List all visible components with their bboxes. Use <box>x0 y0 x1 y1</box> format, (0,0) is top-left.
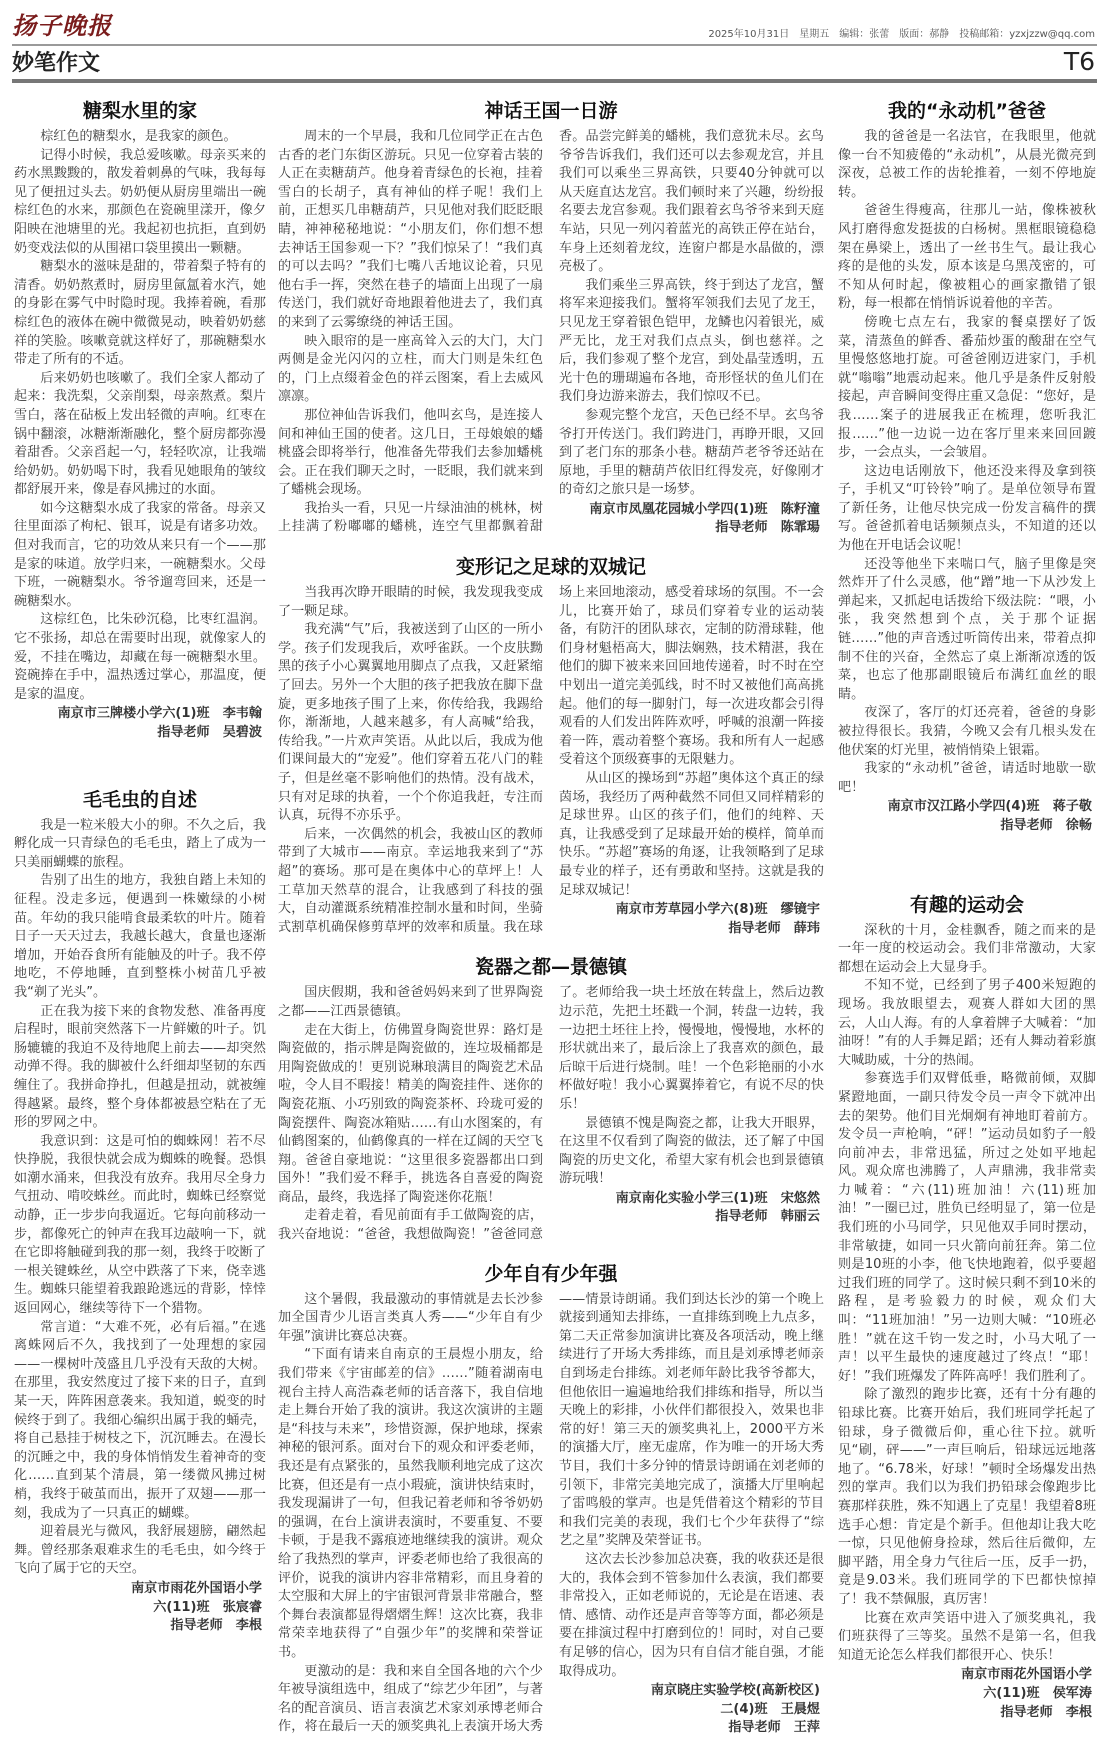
paragraph: 棕红色的糖梨水，是我家的颜色。 <box>40 129 237 144</box>
byline-line: 指导老师 韩丽云 <box>715 1209 820 1225</box>
center-column <box>278 98 824 1738</box>
article-title: 瓷器之都—景德镇 <box>474 956 627 979</box>
section-divider <box>12 79 1097 83</box>
paragraph: 走着走着，看见前面有手工做陶瓷的店，我兴奋地说：“爸爸，我想做陶瓷！”爸爸同意了。老师给我一块土坯放在转盘上，然后边教边示范，先把土坯戳一个洞，转盘一边转，我一边把土坯往上拎，慢慢地，慢慢地，水杯的形状就出来了，最后涂上了我喜欢的颜色，最后晾干后进行烧制。哇！一个色彩艳丽的小水杯做好啦！我小心翼翼捧着它，有说不尽的快乐！ <box>278 985 824 1243</box>
paragraph: 从山区的操场到“苏超”奥体这个真正的绿茵场，我经历了两种截然不同但又同样精彩的足球世界。山区的孩子们，他们的纯粹、天真，让我感受到了足球最开始的模样，简单而快乐。“苏超”赛场的角逐，让我领略到了足球最专业的样子，还有勇敢和坚持。这就是我的足球双城记！ <box>559 771 824 898</box>
page-columns <box>0 88 1113 1758</box>
byline-line: 指导老师 王萍 <box>728 1720 820 1736</box>
author-byline <box>559 1190 824 1227</box>
author-byline <box>559 1682 824 1738</box>
article-body <box>838 128 1096 836</box>
article-title: 变形记之足球的双城记 <box>455 556 646 579</box>
paragraph: 比赛在欢声笑语中进入了颁奖典礼，我们班获得了三等奖。虽然不是第一名，但我知道无论怎么样我们都很开心、快乐！ <box>838 1610 1096 1663</box>
article-title: 毛毛虫的自述 <box>82 788 197 811</box>
byline-line: 南京市雨花外国语小学 <box>961 1667 1092 1683</box>
paragraph: 后来奶奶也咳嗽了。我们全家人都动了起来：我洗梨，父亲削梨，母亲熬煮。梨片雪白，落在砧板上发出轻微的声响。红枣在锅中翻滚，冰糖渐渐融化，整个厨房都弥漫着甜香。父亲舀起一勺，轻轻吹凉，让我端给奶奶。奶奶喝下时，我看见她眼角的皱纹都舒展开来，像是春风拂过的水面。 <box>14 370 266 498</box>
paragraph: 糖梨水的滋味是甜的，带着梨子特有的清香。奶奶熬煮时，厨房里氤氲着水汽，她的身影在雾气中时隐时现。我捧着碗，看那棕红色的液体在碗中微微晃动，映着奶奶慈祥的笑脸。咳嗽竟就这样好了，那碗糖梨水带走了所有的不适。 <box>14 259 266 368</box>
paragraph: 正在我为接下来的食物发愁、准备再度启程时，眼前突然落下一片鲜嫩的叶子。饥肠辘辘的我迫不及待地爬上前去——却突然动弹不得。我的脚被什么纤细却坚韧的东西缠住了。我拼命挣扎，但越是扭动，就被缠得越紧。最终，整个身体都被悬空粘在了无形的罗网之中。 <box>14 1003 266 1131</box>
paragraph: 我家的“永动机”爸爸，请适时地歇一歇吧！ <box>838 761 1096 795</box>
paragraph: 我的爸爸是一名法官，在我眼里，他就像一台不知疲倦的“永动机”，从晨光微亮到深夜，总被工作的齿轮推着，一刻不停地旋转。 <box>838 129 1096 200</box>
article-yong-dong-ji-baba <box>838 98 1096 836</box>
paragraph: 景德镇不愧是陶瓷之都，让我大开眼界，在这里不仅看到了陶瓷的做法，还了解了中国陶瓷的历史文化，希望大家有机会也到景德镇游玩哦！ <box>559 1115 824 1187</box>
byline-line: 指导老师 薛玮 <box>728 920 820 936</box>
author-byline <box>559 501 824 538</box>
page-number: T6 <box>1063 47 1095 76</box>
article-body <box>14 128 266 743</box>
article-yun-dong-hui <box>838 892 1096 1723</box>
paragraph: 我抬头一看，只见一片绿油油的桃林，树上挂满了粉嘟嘟的蟠桃，连空气里都飘着甜香。品尝完鲜美的蟠桃，我们意犹未尽。玄鸟爷爷告诉我们，我们还可以去参观龙宫，并且我们可以乘坐三界高铁，只要40分钟就可以从天庭直达龙宫。我们顿时来了兴趣，纷纷报名要去龙宫参观。我们跟着玄鸟爷爷来到天庭车站，只见一列闪着蓝光的高铁正停在站台，车身上还刻着龙纹，连窗户都是水晶做的，漂亮极了。 <box>278 129 824 535</box>
article-zu-qiu-shuang-cheng-ji <box>278 554 824 938</box>
byline-line: 指导老师 吴碧波 <box>157 725 262 740</box>
byline-line: 指导老师 陈霏瑒 <box>715 520 820 536</box>
right-column <box>838 98 1096 1722</box>
paragraph: 映入眼帘的是一座高耸入云的大门，大门两侧是金光闪闪的立柱，而大门则是朱红色的，门上点缀着金色的祥云图案，看上去威风凛凛。 <box>278 333 543 405</box>
paragraph: 当我再次睁开眼睛的时候，我发现我变成了一颗足球。 <box>278 585 543 619</box>
paragraph: 傍晚七点左右，我家的餐桌摆好了饭菜，清蒸鱼的鲜香、番茄炒蛋的酸甜在空气里慢悠悠地打旋。可爸爸刚迈进家门，手机就“嗡嗡”地震动起来。他几乎是条件反射般接起，声音瞬间变得庄重又急促：“您好，是我……案子的进展我正在梳理，您听我汇报……”他一边说一边在客厅里来来回回踱步，一会点头，一会皱眉。 <box>838 314 1096 461</box>
article-title: 有趣的运动会 <box>909 893 1024 916</box>
byline-line: 二(4)班 王晨煜 <box>720 1701 820 1717</box>
article-body <box>278 584 824 938</box>
paragraph: 参赛选手们双臂低垂，略微前倾，双脚紧蹬地面，一副只待发令员一声令下就冲出去的架势。他们目光炯炯有神地盯着前方。发令员一声枪响，“砰！”运动员如豹子一般向前冲去，非常迅猛，所过之处如平地起风。观众席也沸腾了，人声鼎沸，我非常卖力喊着：“六(11)班加油！六(11)班加油！”一圈已过，胜负已经明显了，第一位是我们班的小马同学，只见他双手同时摆动，非常敏捷，如同一只火箭向前狂奔。第二位则是10班的小李，他飞快地跑着，似乎要超过我们班的同学了。这时候只剩不到10米的路程，是考验毅力的时候，观众们大叫：“11班加油！”另一边则大喊：“10班必胜！”就在这千钧一发之时，小马大吼了一声！以平生最快的速度越过了终点！“耶！好！”我们班爆发了阵阵高呼！我们胜利了。 <box>838 1071 1096 1384</box>
paragraph: 迎着晨光与微风，我舒展翅膀，翩然起舞。曾经那条艰难求生的毛毛虫，如今终于飞向了属于它的天空。 <box>14 1524 266 1577</box>
section-title: 妙笔作文 <box>12 50 101 76</box>
left-column <box>14 98 266 1636</box>
byline-line: 南京晓庄实验学校(高新校区) <box>650 1683 820 1699</box>
author-byline <box>14 705 266 742</box>
paragraph: 常言道：“大难不死，必有后福。”在逃离蛛网后不久，我找到了一处理想的家园——一棵树叶茂盛且几乎没有天敌的大树。在那里，我安然度过了接下来的日子，直到某一天，阵阵困意袭来。我知道，蜕变的时候终于到了。我细心编织出属于我的蛹壳，将自己悬挂于树枝之下，沉沉睡去。在漫长的沉睡之中，我的身体悄悄发生着神奇的变化……直到某个清晨，第一缕微风拂过树梢，我终于破茧而出，振开了双翅——那一刻，我成为了一只真正的蝴蝶。 <box>14 1319 266 1521</box>
paragraph: 那位神仙告诉我们，他叫玄鸟，是连接人间和神仙王国的使者。这几日，王母娘娘的蟠桃盛会即将举行，他准备先带我们去参加蟠桃会。正在我们聊天之时，一眨眼，我们就来到了蟠桃会现场。 <box>278 407 543 498</box>
paragraph: 除了激烈的跑步比赛，还有十分有趣的铅球比赛。比赛开始后，我们班同学托起了铅球，身子微微后仰，重心往下拉。就听见“刷，砰——”一声巨响后，铅球远远地落地了。“6.78米，好球！”顿时全场爆发出热烈的掌声。我们以为我们扔铅球会像跑步比赛那样获胜，殊不知遇上了克星！我望着8班选手心想：肯定是个新手。但他却让我大吃一惊，只见他俯身捡球，然后往后微仰，左脚平踏，用全身力气往后一压，反手一扔，竟是9.03米。我们班同学的下巴都快惊掉了！我不禁佩服，真厉害！ <box>838 1387 1096 1607</box>
paragraph: 爸爸生得瘦高，往那儿一站，像株被秋风打磨得愈发挺拔的白杨树。黑框眼镜稳稳架在鼻梁上，透出了一丝书生气。最让我心疼的是他的头发，原本该是乌黑茂密的，可不知从何时起，像被粗心的画家撒错了银粉，每一根都在悄悄诉说着他的辛苦。 <box>838 203 1096 312</box>
paragraph: 走在大街上，仿佛置身陶瓷世界：路灯是陶瓷做的，指示牌是陶瓷做的，连垃圾桶都是用陶瓷做成的！更别说琳琅满目的陶瓷艺术品啦，令人目不暇接！精美的陶瓷挂件、迷你的陶瓷花瓶、小巧别致的陶瓷茶杯、玲珑可爱的陶瓷摆件、陶瓷冰箱贴……有山水图案的，有仙鹤图案的，仙鹤像真的一样在辽阔的天空飞翔。爸爸自豪地说：“这里很多瓷器都出口到国外！”我们爱不释手，挑选各自喜爱的陶瓷商品，最终，我选择了陶瓷迷你花瓶！ <box>278 1022 543 1205</box>
paragraph: 这边电话刚放下，他还没来得及拿到筷子，手机又“叮铃铃”响了。是单位领导布置了新任务，让他尽快完成一份发言稿件的撰写。爸爸抓着电话频频点头，不知道的还以为他在开电话会议呢！ <box>838 463 1096 554</box>
paragraph: 记得小时候，我总爱咳嗽。母亲买来的药水黑黢黢的，散发着刺鼻的气味，我每每见了便扭过头去。奶奶便从厨房里端出一碗棕红色的水来，那颜色在瓷碗里漾开，像夕阳映在池塘里的光。我起初也抗拒，直到奶奶变戏法似的从围裙口袋里摸出一颗糖。 <box>14 147 266 256</box>
byline-line: 指导老师 李根 <box>1000 1704 1092 1720</box>
byline-line: 指导老师 徐畅 <box>1000 817 1092 833</box>
issue-meta: 2025年10月31日 星期五 编辑：张蕾 版面：郝静 投稿邮箱：yzxjzzw@qq.com <box>708 29 1095 40</box>
byline-line: 南京市雨花外国语小学 <box>131 1580 262 1596</box>
paragraph: 如今这糖梨水成了我家的常备。母亲又往里面添了枸杞、银耳，说是有诸多功效。但对我而言，它的功效从来只有一个——那是家的味道。放学归来，一碗糖梨水。父母下班，一碗糖梨水。爷爷遛弯回来，还是一碗糖梨水。 <box>14 500 266 609</box>
article-title: 少年自有少年强 <box>484 1262 618 1285</box>
byline-line: 南京市汉江路小学四(4)班 蒋子敬 <box>887 799 1092 815</box>
article-title: 糖梨水里的家 <box>82 100 197 122</box>
article-body <box>278 128 824 538</box>
paragraph: 周末的一个早晨，我和几位同学正在古色古香的老门东街区游玩。只见一位穿着古装的人正在卖糖葫芦。他身着青绿色的长袍，挂着雪白的长胡子，真有神仙的样子呢！我们上前，正想买几串糖葫芦，只见他对我们眨眨眼睛，神神秘秘地说：“小朋友们，你们想不想去神话王国参观一下？”我们惊呆了！“我们真的可以去吗？”我们七嘴八舌地议论着，只见他右手一挥，突然在巷子的墙面上出现了一扇传送门，我们就好奇地跟着他进去了，我们真的来到了云雾缭绕的神话王国。 <box>278 129 543 330</box>
author-byline <box>559 901 824 938</box>
article-body <box>838 922 1096 1723</box>
article-body <box>278 1291 824 1738</box>
paragraph: 不知不觉，已经到了男子400米短跑的现场。我放眼望去，观赛人群如大团的黑云，人山人海。有的人拿着牌子大喊着：“加油呀！”有的人手舞足蹈；还有人舞动着彩旗大喊助威，十分的热闹。 <box>838 978 1096 1068</box>
article-title: 我的“永动机”爸爸 <box>888 100 1046 122</box>
article-body <box>278 984 824 1244</box>
paragraph: 国庆假期，我和爸爸妈妈来到了世界陶瓷之都——江西景德镇。 <box>278 985 543 1019</box>
paragraph: 告别了出生的地方，我独自踏上未知的征程。没走多远，便遇到一株嫩绿的小树苗。年幼的我只能啃食最柔软的叶片。随着日子一天天过去，我越长越大，食量也逐渐增加，开始吞食所有能触及的叶子。我不停地吃，不停地睡，直到整株小树苗几乎被我“剃了光头”。 <box>14 873 266 1000</box>
byline-line: 南京市三牌楼小学六(1)班 李韦翰 <box>57 706 262 722</box>
paragraph: “下面有请来自南京的王晨煜小朋友，给我们带来《宇宙邮差的信》……”随着湖南电视台主持人高浩森老师的话音落下，我自信地走上舞台开始了我的演讲。我这次演讲的主题是“科技与未来”，珍惜资源，保护地球，探索神秘的银河系。面对台下的观众和评委老师，我还是有点紧张的，虽然我顺利地完成了这次比赛，但还是有一点小瑕疵，演讲快结束时，我发现漏讲了一句，但我记着老师和爷爷奶奶的强调，在台上演讲表演时，不要重复、不要卡顿，于是我不露痕迹地继续我的演讲。观众给了我热烈的掌声，评委老师也给了我很高的评价，说我的演讲内容非常精彩，而且身着的太空服和大屏上的宇宙银河背景非常融合，整个舞台表演都显得熠熠生辉！这次比赛，我非常荣幸地获得了“自强少年”的奖牌和荣誉证书。 <box>278 1347 543 1660</box>
article-jing-de-zhen <box>278 954 824 1244</box>
paragraph: 夜深了，客厅的灯还亮着，爸爸的身影被拉得很长。我猜，今晚又会有几根头发在他伏案的灯光里，被悄悄染上银霜。 <box>838 705 1096 758</box>
article-mao-mao-chong <box>14 787 266 1636</box>
byline-line: 南京市芳草园小学六(8)班 缪镜宇 <box>615 902 820 918</box>
paragraph: 参观完整个龙宫，天色已经不早。玄鸟爷爷打开传送门。我们跨进门，再睁开眼，又回到了老门东的那条小巷。糖葫芦老爷爷还站在原地，手里的糖葫芦依旧红得发亮，好像刚才的奇幻之旅只是一场梦。 <box>559 407 824 498</box>
paragraph: 这次去长沙参加总决赛，我的收获还是很大的，我体会到不管参加什么表演，我们都要非常投入，正如老师说的，无论是在语速、表情、感情、动作还是声音等等方面，都必须是要在排演过程中打磨到位的！同时，对自己要有足够的信心，因为只有自信才能自强，才能取得成功。 <box>559 1551 824 1679</box>
author-byline <box>14 1580 266 1636</box>
paragraph: 这个暑假，我最激动的事情就是去长沙参加全国青少儿语言类真人秀——“少年自有少年强”演讲比赛总决赛。 <box>278 1291 543 1344</box>
paragraph: 还没等他坐下来喘口气，脑子里像是突然炸开了什么灵感，他“蹭”地一下从沙发上弹起来，又抓起电话拨给下级法院：“喂，小张，我突然想到个点，关于那个证据链……”他的声音透过听筒传出来，带着点抑制不住的兴奋，全然忘了桌上渐渐凉透的饭菜，也忘了他那副眼镜后布满红血丝的眼睛。 <box>838 556 1096 702</box>
article-title: 神话王国一日游 <box>484 100 618 122</box>
newspaper-logo: 扬子晚报 <box>12 11 112 40</box>
paragraph: 后来，一次偶然的机会，我被山区的教师带到了大城市——南京。幸运地我来到了“苏超”的赛场。那可是在奥体中心的草坪上！人工草加天然草的混合，让我感到了科技的强大，自动灌溉系统精准控制水量和时间，坐骑式割草机确保修剪草坪的效率和质量。我在球场上来回地滚动，感受着球场的氛围。不一会儿，比赛开始了，球员们穿着专业的运动装备，有防汗的团队球衣，定制的防滑球鞋，他们身材魁梧高大，脚法娴熟，技术精湛，我在他们的脚下被来来回回地传递着，时不时在空中划出一道完美弧线，时不时又被他们高高挑起。他们的每一脚射门，每一次进攻都会引得观看的人们发出阵阵欢呼，呼喊的浪潮一阵接着一阵，震动着整个赛场。我和所有人一起感受着这个顶级赛事的无限魅力。 <box>278 585 824 935</box>
article-tang-li-shui <box>14 98 266 743</box>
paragraph: 我充满“气”后，我被送到了山区的一所小学。孩子们发现我后，欢呼雀跃。一个皮肤黝黑的孩子小心翼翼地用脚点了点我，又赶紧缩了回去。另外一个大胆的孩子把我放在脚下盘旋，更多地孩子围了上来，你传给我，我踢给你，渐渐地，人越来越多，有人高喊“给我，传给我。”一片欢声笑语。从此以后，我成为他们课间最大的“宠爱”。他们穿着五花八门的鞋子，但是丝毫不影响他们的热情。没有战术，只有对足球的执着，一个个你追我赶，专注而认真，玩得不亦乐乎。 <box>278 622 543 824</box>
paragraph: 我们乘坐三界高铁，终于到达了龙宫，蟹将军来迎接我们。蟹将军领我们去见了龙王，只见龙王穿着银色铠甲，龙鳞也闪着银光，威严无比，龙王对我们点点头，倒也慈祥。之后，我们参观了整个龙宫，到处晶莹透明，五光十色的珊瑚遍布各地，奇形怪状的鱼儿们在我们身边游来游去，我们惊叹不已。 <box>559 277 824 405</box>
paragraph: 我意识到：这是可怕的蜘蛛网！若不尽快挣脱，我很快就会成为蜘蛛的晚餐。恐惧如潮水涌来，但我没有放弃。我用尽全身力气扭动、啃咬蛛丝。而此时，蜘蛛已经察觉动静，正一步步向我逼近。它每向前移动一步，都像死亡的钟声在我耳边敲响一下，就在它即将触碰到我的那一刻，我终于咬断了一根关键蛛丝，从空中跌落了下来，侥幸逃生。蜘蛛只能望着我踉跄逃远的背影，悻悻返回网心，继续等待下一个猎物。 <box>14 1133 266 1317</box>
article-body <box>14 817 266 1636</box>
byline-line: 南京市凤凰花园城小学四(1)班 陈籽潼 <box>589 501 820 517</box>
byline-line: 指导老师 李根 <box>170 1618 262 1634</box>
paragraph: 我是一粒米般大小的卵。不久之后，我孵化成一只青绿色的毛毛虫，踏上了成为一只美丽蝴蝶的旅程。 <box>14 817 266 870</box>
byline-line: 南京南化实验小学三(1)班 宋悠然 <box>615 1190 820 1206</box>
header-divider <box>12 44 1097 46</box>
article-shao-nian-qiang <box>278 1261 824 1738</box>
author-byline <box>838 798 1096 835</box>
paragraph: 深秋的十月，金桂飘香，随之而来的是一年一度的校运动会。我们非常激动，大家都想在运动会上大显身手。 <box>838 922 1096 975</box>
byline-line: 六(11)班 张宸睿 <box>153 1599 262 1615</box>
masthead <box>0 0 1113 88</box>
author-byline <box>838 1666 1096 1722</box>
paragraph: 这棕红色，比朱砂沉稳，比枣红温润。它不张扬，却总在需要时出现，就像家人的爱，不挂在嘴边，却藏在每一碗糖梨水里。瓷碗捧在手中，温热透过掌心，那温度，便是家的温度。 <box>14 612 266 702</box>
paragraph: 更激动的是：我和来自全国各地的六个少年被导演组选中，组成了“综艺少年团”，与著名的配音演员、语言表演艺术家刘承博老师合作，将在最后一天的颁奖典礼上表演开场大秀——情景诗朗诵。我们到达长沙的第一个晚上就接到通知去排练，一直排练到晚上九点多，第二天正常参加演讲比赛及各项活动，晚上继续进行了开场大秀排练，而且是刘承博老师亲自到场走台排练。刘老师年龄比我爷爷都大，但他依旧一遍遍地给我们排练和指导，所以当天晚上的彩排，小伙伴们都很投入，效果也非常的好！第三天的颁奖典礼上，2000平方米的演播大厅，座无虚席，作为唯一的开场大秀节目，我们十多分钟的情景诗朗诵在刘老师的引领下，非常完美地完成了，演播大厅里响起了雷鸣般的掌声。也是凭借着这个精彩的节目和我们完美的表现，我们七个少年获得了“综艺之星”奖牌及荣誉证书。 <box>278 1291 824 1735</box>
byline-line: 六(11)班 侯军涛 <box>983 1685 1092 1701</box>
article-shen-hua-wang-guo <box>278 98 824 538</box>
